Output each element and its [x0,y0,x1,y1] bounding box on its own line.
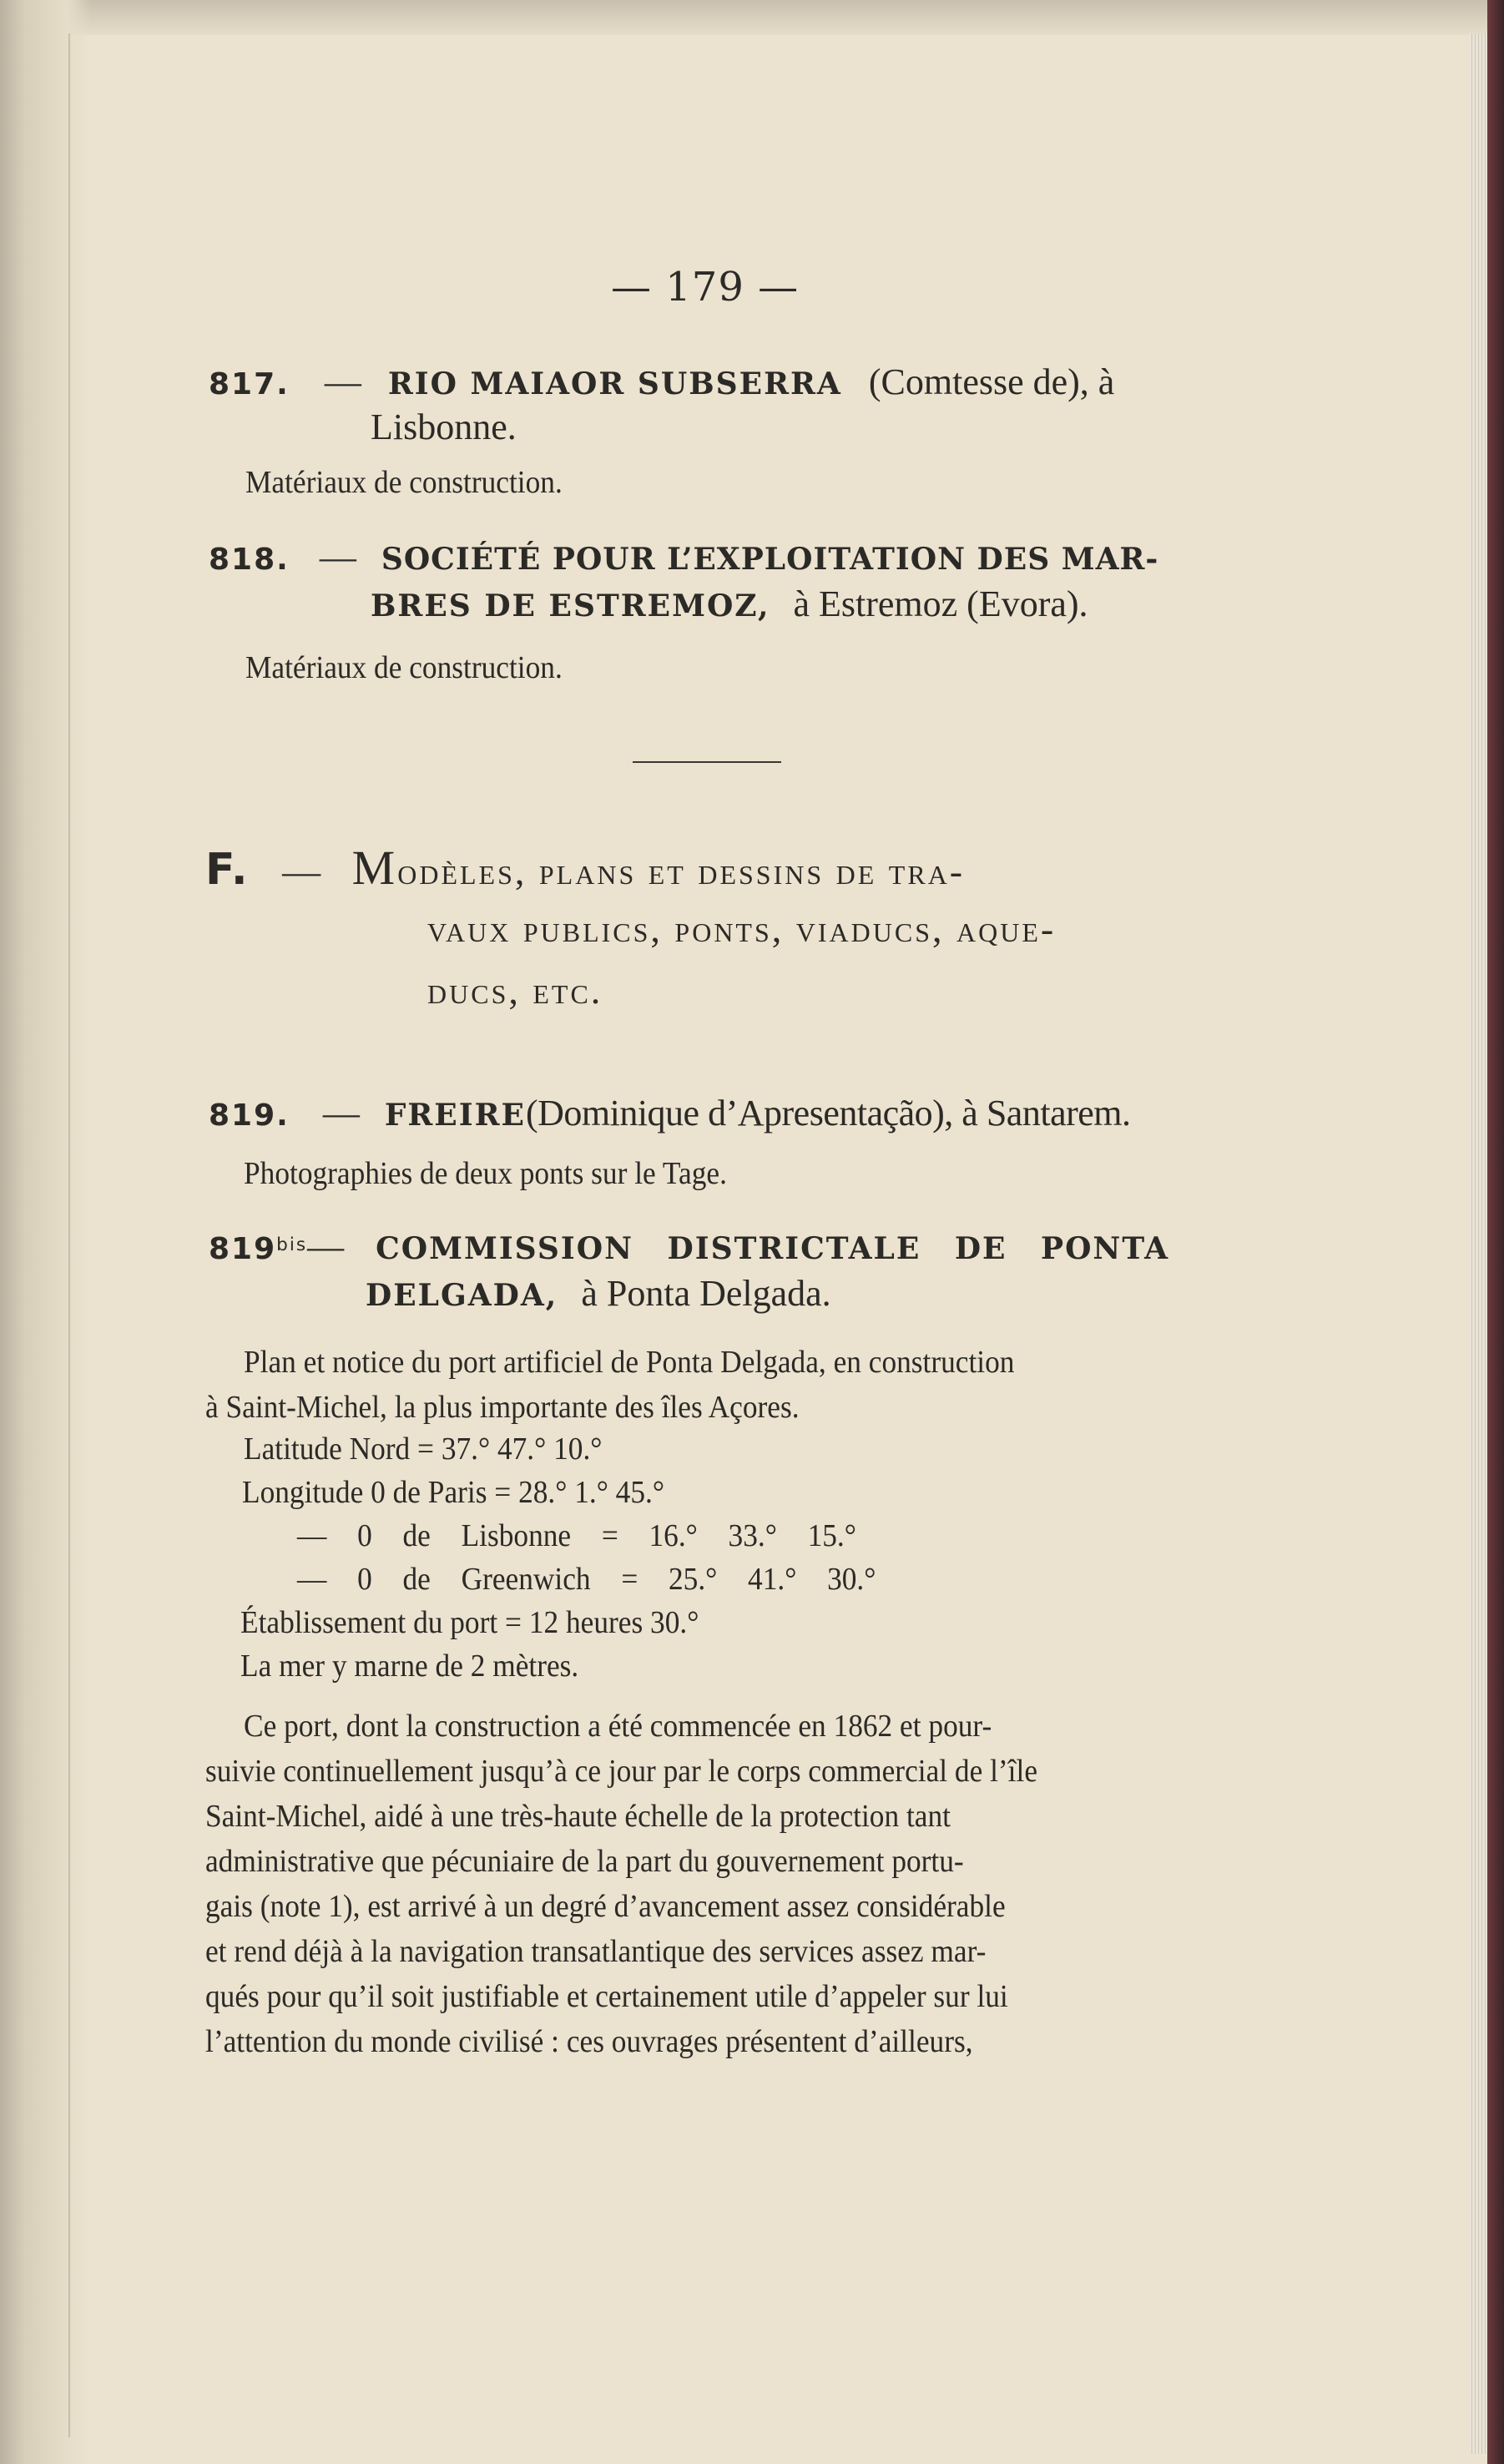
entry-number: 818. [209,543,290,577]
entry-dash: — [319,537,356,578]
section-f-line3: ducs, etc. [427,969,603,1012]
exhibitor-name: FREIRE [384,1098,526,1133]
entry-819bis-line2 [366,1272,831,1315]
gutter-crease [68,33,70,2437]
para-line: qués pour qu’il soit justifiable et certainement utile d’appeler sur lui [205,1979,1008,2014]
desc-line: — 0 de Lisbonne = 16.° 33.° 15.° [297,1518,856,1553]
page-number-header: — 179 — [611,264,800,311]
entry-817-desc: Matériaux de construction. [245,465,563,500]
exhibitor-name: COMMISSION DISTRICTALE DE PONTA [376,1231,1170,1266]
entry-number-sup: bis [276,1235,308,1255]
entry-819bis-line1 [209,1225,1169,1268]
desc-line: La mer y marne de 2 mètres. [240,1649,579,1684]
exhibitor-detail: (Dominique d’Apresentação), à Santarem. [525,1093,1131,1134]
section-title-rest: odèles, plans et dessins de tra- [397,850,966,892]
entry-817-line1 [209,361,1114,403]
entry-number: 817. [209,367,290,401]
entry-819-desc: Photographies de deux ponts sur le Tage. [244,1156,727,1191]
desc-line: Établissement du port = 12 heures 30.° [240,1605,699,1640]
section-title [351,841,966,895]
entry-819-line1 [209,1092,1131,1134]
desc-line: Longitude 0 de Paris = 28.° 1.° 45.° [242,1475,665,1510]
binding-gutter [0,0,92,2464]
para-line: administrative que pécuniaire de la part du gouvernement portu- [205,1844,964,1879]
exhibitor-name: SOCIÉTÉ POUR L’EXPLOITATION DES MAR- [381,542,1159,577]
para-line: suivie continuellement jusqu’à ce jour par le corps commercial de l’île [205,1754,1038,1789]
desc-line: à Saint-Michel, la plus importante des îles Açores. [205,1390,800,1425]
entry-dash: — [324,361,361,402]
section-divider [633,761,781,763]
para-line: gais (note 1), est arrivé à un degré d’avancement assez considérable [205,1889,1006,1924]
page-top-edge [0,0,1504,35]
para-line: et rend déjà à la navigation transatlantique des services assez mar- [205,1934,987,1969]
section-dash: — [282,850,324,892]
section-f-line2: vaux publics, ponts, viaducs, aque- [427,907,1057,950]
entry-number [209,1232,307,1266]
entry-818-line2 [371,583,1088,625]
entry-818-line1 [209,536,1158,578]
para-line: Ce port, dont la construction a été commencée en 1862 et pour- [244,1709,992,1744]
section-letter: F. [205,845,250,895]
section-f-line1 [205,840,965,896]
exhibitor-detail: à Ponta Delgada. [581,1273,831,1314]
desc-line: Latitude Nord = 37.° 47.° 10.° [244,1431,603,1467]
entry-818-desc: Matériaux de construction. [245,650,563,685]
exhibitor-name-cont: DELGADA, [366,1278,558,1313]
section-title-initial: M [351,841,398,895]
entry-number: 819. [209,1098,290,1133]
exhibitor-name-cont: BRES DE ESTREMOZ, [371,588,770,624]
entry-number-main: 819 [209,1232,277,1266]
desc-line: Plan et notice du port artificiel de Ponta Delgada, en construction [244,1345,1015,1380]
desc-line: — 0 de Greenwich = 25.° 41.° 30.° [297,1562,876,1597]
exhibitor-detail: (Comtesse de), à [868,361,1115,402]
page-stack-edge [1469,33,1489,2454]
exhibitor-detail: à Estremoz (Evora). [793,583,1088,624]
entry-dash: — [322,1093,360,1134]
book-cover-edge [1487,0,1504,2464]
para-line: l’attention du monde civilisé : ces ouvrages présentent d’ailleurs, [205,2024,973,2059]
para-line: Saint-Michel, aidé à une très-haute échelle de la protection tant [205,1799,951,1834]
entry-dash: — [307,1226,345,1267]
entry-817-line2: Lisbonne. [371,406,517,447]
exhibitor-name: RIO MAIAOR SUBSERRA [387,366,842,401]
